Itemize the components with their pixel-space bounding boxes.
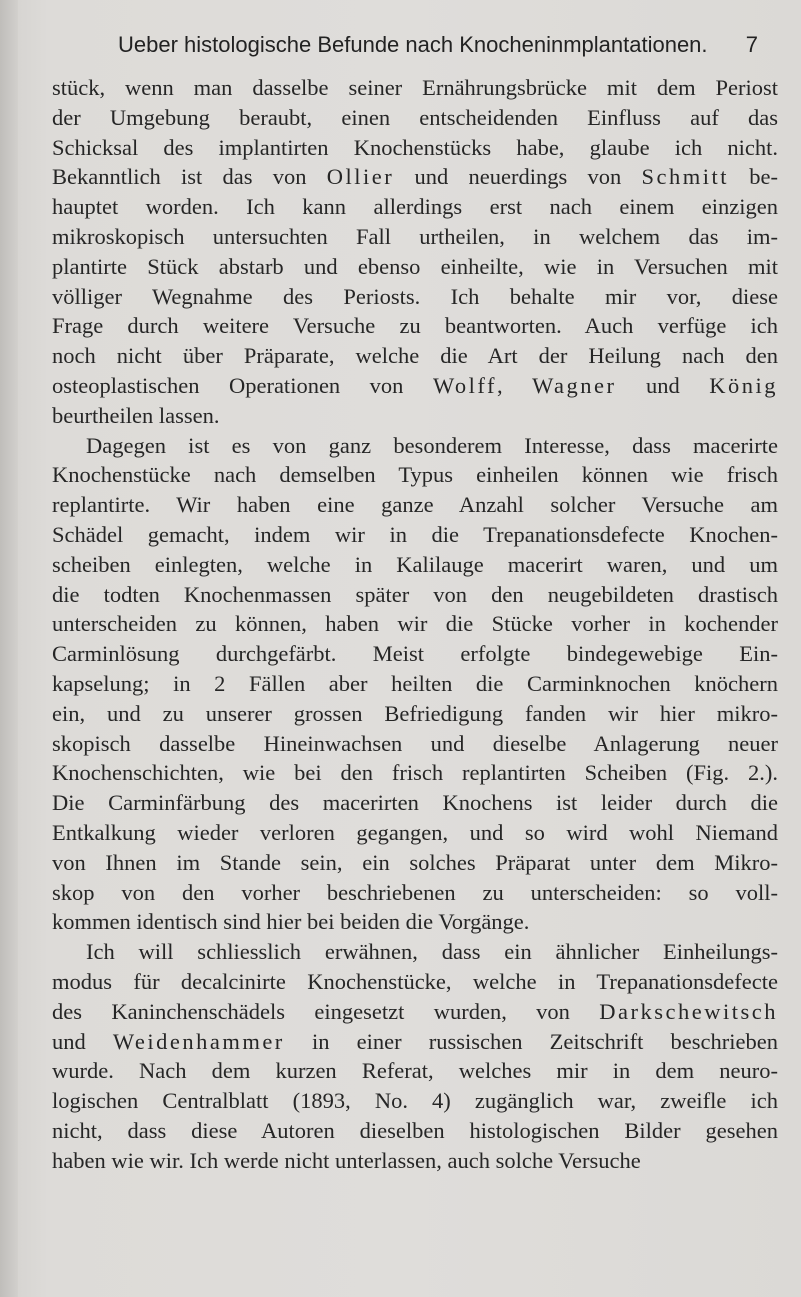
- text-line: Knochenschichten, wie bei den frisch replantirten Scheiben (Fig. 2.).: [52, 760, 778, 786]
- page-header: [118, 30, 758, 70]
- text-line: die todten Knochenmassen später von den neugebildeten drastisch: [52, 581, 778, 607]
- text-line: völliger Wegnahme des Periosts. Ich behalte mir vor, diese: [52, 283, 778, 309]
- text-line: kommen identisch sind hier bei beiden die Vorgänge.: [52, 909, 530, 935]
- text-line: plantirte Stück abstarb und ebenso einheilte, wie in Versuchen mit: [52, 253, 778, 279]
- running-title: Ueber histologische Befunde nach Knocheninmplantationen.: [118, 32, 708, 57]
- paragraph: [52, 73, 778, 431]
- text-line: Dagegen ist es von ganz besonderem Interesse, dass macerirte: [86, 432, 778, 458]
- text-line: logischen Centralblatt (1893, No. 4) zugänglich war, zweifle ich: [52, 1088, 778, 1114]
- text-line: der Umgebung beraubt, einen entscheidenden Einfluss auf das: [52, 104, 778, 130]
- text-line: osteoplastischen Operationen von Wolff, Wagner und König: [52, 372, 778, 398]
- paragraph: [52, 937, 778, 1175]
- author-name: König: [709, 372, 778, 398]
- text-line: noch nicht über Präparate, welche die Art der Heilung nach den: [52, 343, 778, 369]
- text-line: replantirte. Wir haben eine ganze Anzahl solcher Versuche am: [52, 492, 778, 518]
- body-text: [52, 73, 778, 1175]
- text-line: Schädel gemacht, indem wir in die Trepanationsdefecte Knochen-: [52, 521, 778, 547]
- text-line: skop von den vorher beschriebenen zu unterscheiden: so voll-: [52, 879, 778, 905]
- text-line: stück, wenn man dasselbe seiner Ernährungsbrücke mit dem Periost: [52, 75, 778, 100]
- text-line: beurtheilen lassen.: [52, 402, 220, 428]
- text-line: kapselung; in 2 Fällen aber heilten die Carminknochen knöchern: [52, 670, 778, 696]
- text-line: Frage durch weitere Versuche zu beantworten. Auch verfüge ich: [52, 313, 778, 339]
- author-name: Weidenhammer: [112, 1028, 285, 1054]
- text-line: mikroskopisch untersuchten Fall urtheilen, in welchem das im-: [52, 223, 778, 249]
- text-line: Schicksal des implantirten Knochenstücks habe, glaube ich nicht.: [52, 134, 778, 160]
- text-line: hauptet worden. Ich kann allerdings erst nach einem einzigen: [52, 194, 778, 220]
- text-line: und Weidenhammer in einer russischen Zeitschrift beschrieben: [52, 1028, 778, 1054]
- text-line: haben wie wir. Ich werde nicht unterlassen, auch solche Versuche: [52, 1147, 641, 1173]
- author-name: Wolff: [432, 372, 497, 398]
- text-line: ein, und zu unserer grossen Befriedigung fanden wir hier mikro-: [52, 700, 778, 726]
- text-line: nicht, dass diese Autoren dieselben histologischen Bilder gesehen: [52, 1117, 778, 1143]
- text-line: unterscheiden zu können, haben wir die Stücke vorher in kochender: [52, 611, 778, 637]
- text-line: modus für decalcinirte Knochenstücke, welche in Trepanationsdefecte: [52, 968, 778, 994]
- text-line: des Kaninchenschädels eingesetzt wurden, von Darkschewitsch: [52, 998, 778, 1024]
- author-name: Schmitt: [641, 164, 729, 190]
- page-number: 7: [745, 32, 758, 57]
- spine-shadow: [0, 0, 18, 1297]
- text-line: von Ihnen im Stande sein, ein solches Präparat unter dem Mikro-: [52, 849, 778, 875]
- paragraph: [52, 431, 778, 938]
- text-line: skopisch dasselbe Hineinwachsen und dieselbe Anlagerung neuer: [52, 730, 778, 756]
- text-line: wurde. Nach dem kurzen Referat, welches mir in dem neuro-: [52, 1058, 778, 1084]
- text-line: scheiben einlegten, welche in Kalilauge macerirt waren, und um: [52, 551, 778, 577]
- text-line: Carminlösung durchgefärbt. Meist erfolgte bindegewebige Ein-: [52, 641, 778, 667]
- text-line: Die Carminfärbung des macerirten Knochens ist leider durch die: [52, 790, 778, 816]
- text-line: Entkalkung wieder verloren gegangen, und so wird wohl Niemand: [52, 819, 778, 845]
- author-name: Wagner: [532, 372, 617, 398]
- text-line: Ich will schliesslich erwähnen, dass ein ähnlicher Einheilungs-: [86, 939, 778, 965]
- text-line: Bekanntlich ist das von Ollier und neuerdings von Schmitt be-: [52, 164, 778, 190]
- text-line: Knochenstücke nach demselben Typus einheilen können wie frisch: [52, 462, 778, 488]
- author-name: Ollier: [326, 164, 395, 190]
- author-name: Darkschewitsch: [599, 998, 778, 1024]
